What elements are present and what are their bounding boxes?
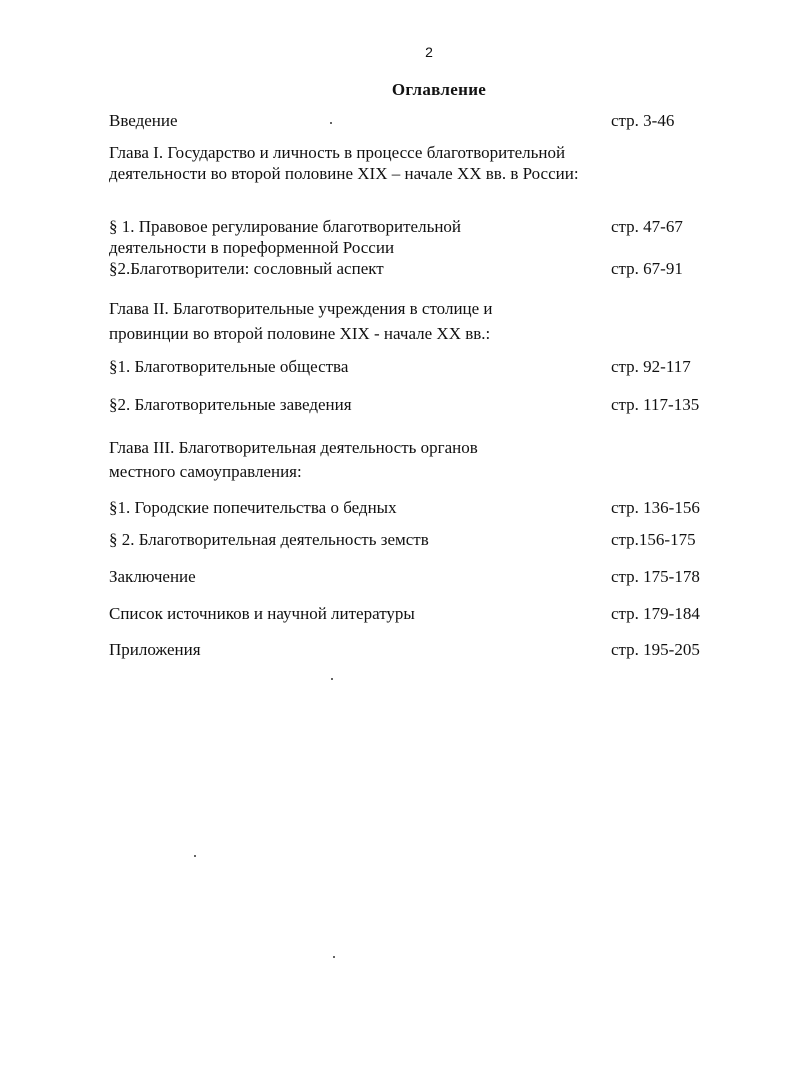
toc-pages-ch1-sec1: стр. 47-67 [611,217,683,236]
toc-entry-ch1-sec1: § 1. Правовое регулирование благотворительной деятельности в пореформенной России [109,217,462,257]
toc-entry-chapter-3: Глава III. Благотворительная деятельность органов местного самоуправления: [109,438,478,481]
scan-speck [333,956,335,958]
toc-entry-chapter-2: Глава II. Благотворительные учреждения в столице и провинции во второй половине XIX - начале XX вв.: [109,299,493,343]
toc-entry-appendices: Приложения [109,640,201,659]
scan-speck [331,678,333,680]
toc-pages-ch3-sec2: стр.156-175 [611,530,696,549]
toc-entry-bibliography: Список источников и научной литературы [109,604,415,623]
toc-pages-appendices: стр. 195-205 [611,640,700,659]
toc-pages-ch1-sec2: стр. 67-91 [611,259,683,278]
toc-entry-ch2-sec2: §2. Благотворительные заведения [109,395,352,414]
toc-pages-introduction: стр. 3-46 [611,111,675,130]
scan-speck [330,122,332,124]
toc-pages-ch2-sec2: стр. 117-135 [611,395,700,414]
scan-speck [194,855,196,857]
toc-entry-ch3-sec1: §1. Городские попечительства о бедных [109,498,397,517]
toc-pages-ch3-sec1: стр. 136-156 [611,498,700,517]
toc-pages-bibliography: стр. 179-184 [611,604,700,623]
toc-entry-chapter-1: Глава I. Государство и личность в процессе благотворительной деятельности во второй половине XIX – начале XX вв. в России: [109,143,579,183]
toc-entry-ch3-sec2: § 2. Благотворительная деятельность земств [109,530,429,549]
toc-pages-ch2-sec1: стр. 92-117 [611,357,691,376]
toc-entry-introduction: Введение [109,111,178,130]
toc-entry-ch2-sec1: §1. Благотворительные общества [109,357,349,376]
toc-pages-conclusion: стр. 175-178 [611,567,700,586]
toc-entry-ch1-sec2: §2.Благотворители: сословный аспект [109,259,384,278]
page-number: 2 [425,44,433,60]
toc-title: Оглавление [391,80,487,99]
toc-entry-conclusion: Заключение [109,567,196,586]
